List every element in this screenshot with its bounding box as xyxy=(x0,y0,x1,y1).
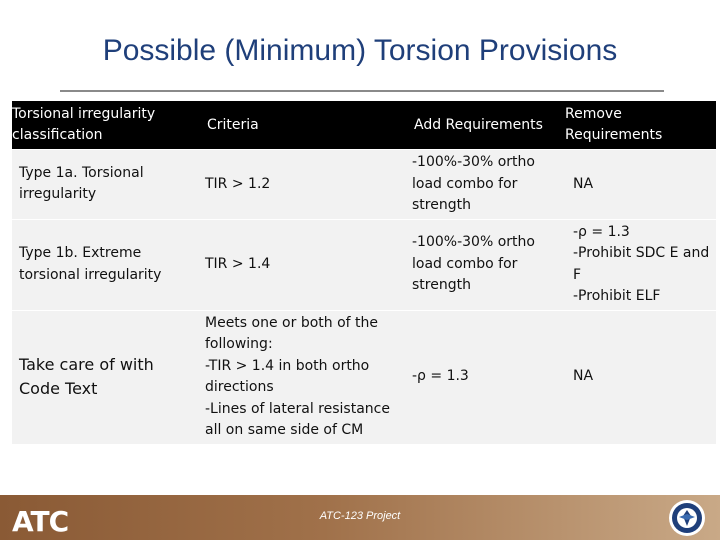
atc-logo: ATC xyxy=(12,505,69,538)
table-row xyxy=(12,219,716,310)
dhs-seal-icon xyxy=(668,499,706,537)
cell-classification: Type 1a. Torsional irregularity xyxy=(12,150,194,220)
project-label: ATC-123 Project xyxy=(319,510,401,522)
cell-remove: NA xyxy=(560,310,716,444)
torsion-provisions-table xyxy=(12,101,716,444)
header-criteria: Criteria xyxy=(194,101,400,150)
table-header-row xyxy=(12,101,716,150)
cell-criteria xyxy=(194,310,400,444)
cell-remove: NA xyxy=(560,150,716,220)
header-add-requirements: Add Requirements xyxy=(400,101,560,150)
table-row xyxy=(12,150,716,220)
slide-title: Possible (Minimum) Torsion Provisions xyxy=(102,34,618,67)
remove-line: -ρ = 1.3 xyxy=(573,223,630,240)
cell-add: -100%-30% ortho load combo for strength xyxy=(400,150,560,220)
cell-criteria: TIR > 1.2 xyxy=(194,150,400,220)
cell-remove xyxy=(560,219,716,310)
cell-criteria: TIR > 1.4 xyxy=(194,219,400,310)
remove-line: -Prohibit SDC E and F xyxy=(573,245,710,283)
header-remove-requirements: Remove Requirements xyxy=(560,101,716,150)
cell-add: -ρ = 1.3 xyxy=(400,310,560,444)
table-row xyxy=(12,310,716,444)
cell-add: -100%-30% ortho load combo for strength xyxy=(400,219,560,310)
cell-classification: Type 1b. Extreme torsional irregularity xyxy=(12,219,194,310)
criteria-line: -TIR > 1.4 in both ortho directions xyxy=(205,357,370,395)
remove-line: -Prohibit ELF xyxy=(573,288,661,304)
cell-classification: Take care of with Code Text xyxy=(12,310,194,444)
footer-bar xyxy=(0,495,720,540)
criteria-line: Meets one or both of the following: xyxy=(205,314,378,352)
header-classification: Torsional irregularity classification xyxy=(12,101,194,150)
criteria-line: -Lines of lateral resistance all on same side of CM xyxy=(205,400,390,438)
title-divider xyxy=(60,90,664,92)
